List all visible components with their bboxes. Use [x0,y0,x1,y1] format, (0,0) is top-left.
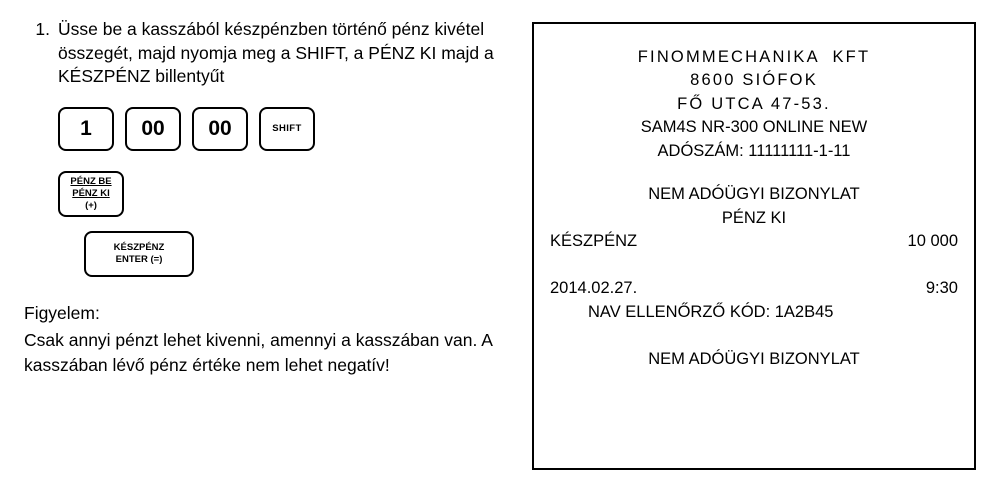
receipt-amount-label: KÉSZPÉNZ [550,231,638,250]
key-enter-label: ENTER (=) [115,253,163,265]
receipt-date: 2014.02.27. [550,279,638,298]
step-number: 1. [35,19,50,39]
instruction-step [24,18,514,89]
instructions-column [24,18,514,377]
receipt-footer: NEM ADÓÜGYI BIZONYLAT [648,350,860,369]
keypad-row-keszpenz [84,231,514,277]
key-keszpenz-label: KÉSZPÉNZ [113,241,165,253]
receipt-time: 9:30 [925,279,958,298]
warning-block [24,301,514,378]
receipt-preview [532,22,976,470]
key-penz-sign-label: (+) [85,199,97,211]
receipt-doc-type: NEM ADÓÜGYI BIZONYLAT [648,185,860,204]
key-penz-ki-label: PÉNZ KI [72,187,110,199]
key-keszpenz-enter[interactable] [84,231,194,277]
key-00-a-label: 00 [141,116,165,140]
key-00-a[interactable] [125,107,181,151]
step-text: Üsse be a kasszából készpénzben történő pénz kivétel összegét, majd nyomja meg a SHIFT, a PÉNZ KI majd a KÉSZPÉNZ billentyűt [58,19,494,87]
keypad-row-numbers [58,107,514,151]
key-1-label: 1 [80,116,92,140]
key-00-b[interactable] [192,107,248,151]
receipt-operation: PÉNZ KI [721,208,787,227]
key-shift[interactable] [259,107,315,151]
receipt-company: FINOMMECHANIKA KFT [637,48,871,66]
receipt-datetime-row [550,277,958,300]
receipt-device: SAM4S NR-300 ONLINE NEW [640,118,868,137]
receipt-amount-row [550,230,958,253]
spacer [550,163,958,183]
key-00-b-label: 00 [208,116,232,140]
key-penz-be-label: PÉNZ BE [70,176,112,188]
receipt-address: FŐ UTCA 47-53. [677,94,831,113]
key-penz-be-penz-ki[interactable] [58,171,124,217]
receipt-nav-code: NAV ELLENŐRZŐ KÓD: 1A2B45 [588,302,834,321]
spacer [550,253,958,277]
keypad-row-penz [58,171,514,217]
receipt-amount-value: 10 000 [907,231,958,250]
key-1[interactable] [58,107,114,151]
spacer [550,324,958,348]
receipt-zip-city: 8600 SIÓFOK [690,71,818,90]
warning-body: Csak annyi pénzt lehet kivenni, amennyi a kasszában van. A kasszában lévő pénz értéke nem lehet negatív! [24,329,492,375]
receipt-tax-number: ADÓSZÁM: 11111111-1-11 [657,141,851,160]
warning-title: Figyelem: [24,302,100,323]
key-shift-label: SHIFT [272,123,302,135]
